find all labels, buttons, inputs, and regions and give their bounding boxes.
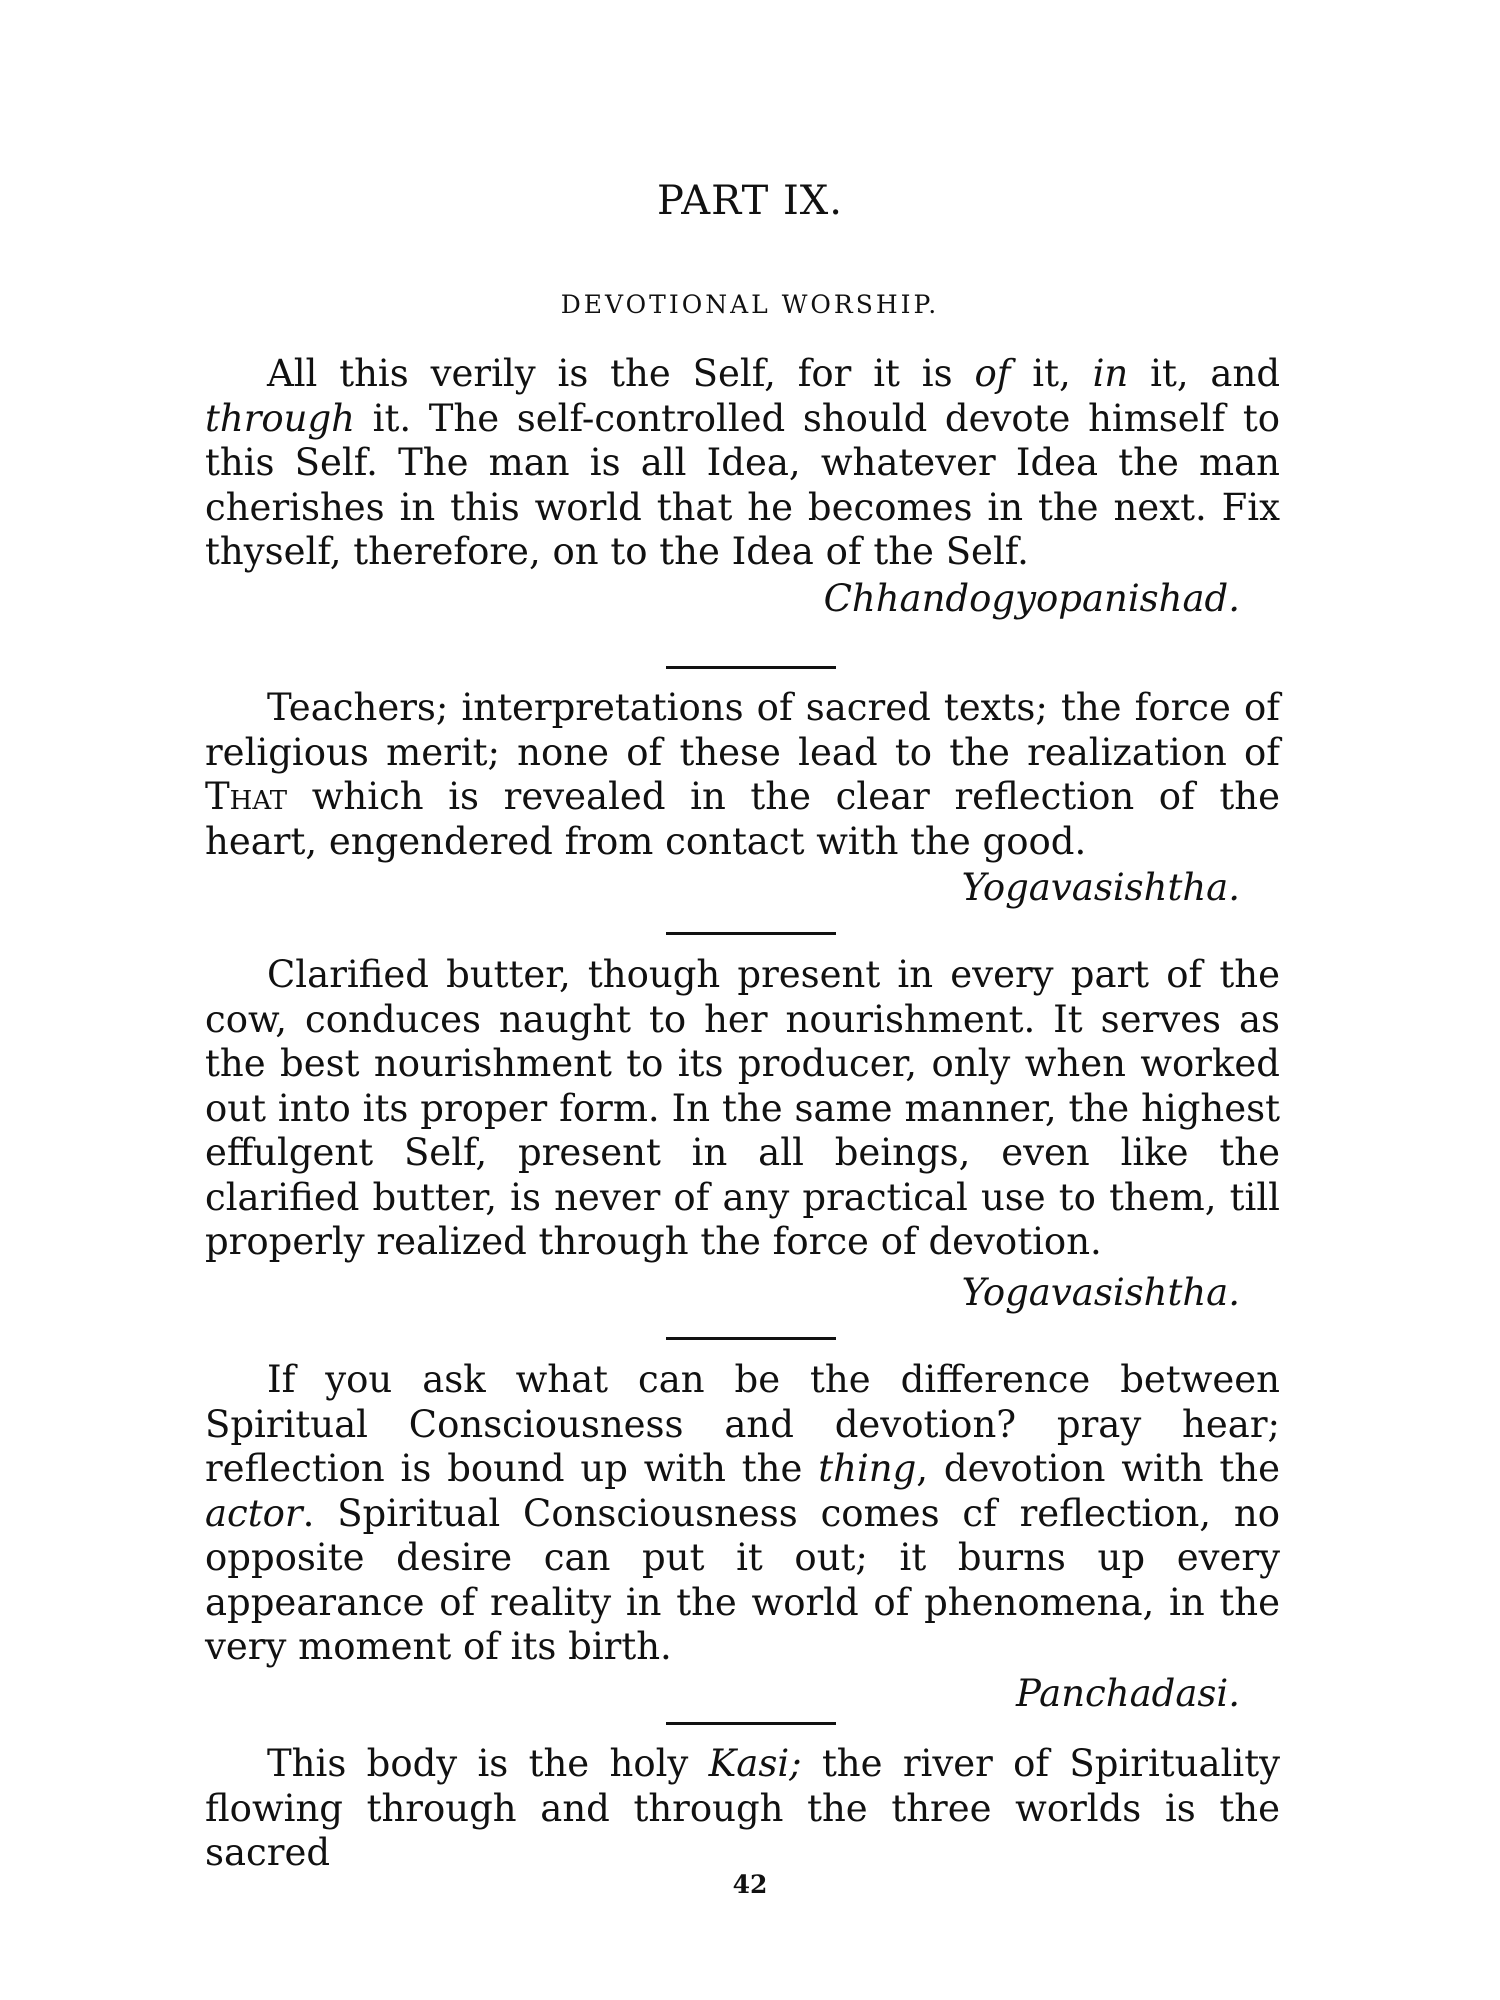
passage-3-attribution: Yogavasishtha.: [961, 1270, 1240, 1314]
passage-4: [205, 1358, 1280, 1716]
part-title: PART IX.: [657, 178, 843, 224]
passage-1-text: All this verily is the Self, for it is of it, in it, and through it. The self-controlled should devote himself to this Self. The man is all Idea, whatever Idea the man cherishes in this world that he becomes in the next. Fix thyself, therefore, on to the Idea of the Self.: [205, 352, 1281, 573]
passage-4-text: If you ask what can be the difference between Spiritual Consciousness and devotion? pray hear; reflection is bound up with the thing, devotion with the actor. Spiritual Consciousness comes cf reflection, no opposite desire can put it out; it burns up every appearance of reality in the world of phenomena, in the very moment of its birth.: [205, 1358, 1280, 1668]
section-divider: [666, 932, 836, 935]
passage-2: [205, 686, 1280, 911]
passage-3: [205, 953, 1280, 1315]
passage-2-text: Teachers; interpretations of sacred texts; the force of religious merit; none of these lead to the realization of That which is revealed in the clear reflection of the heart, engendered from contact with the good.: [205, 686, 1280, 863]
passage-1: [205, 352, 1280, 621]
section-subtitle: DEVOTIONAL WORSHIP.: [560, 290, 940, 319]
passage-3-text: Clarified butter, though present in every part of the cow, conduces naught to her nourishment. It serves as the best nourishment to its producer, only when worked out into its proper form. In the same manner, the highest effulgent Self, present in all beings, even like the clarified butter, is never of any practical use to them, till properly realized through the force of devotion.: [205, 953, 1280, 1263]
passage-5-text: This body is the holy Kasi; the river of Spirituality flowing through and through the three worlds is the sacred: [205, 1742, 1280, 1874]
section-divider: [666, 666, 836, 669]
passage-5: [205, 1742, 1280, 1876]
passage-2-attribution: Yogavasishtha.: [961, 866, 1240, 909]
page-number: 42: [732, 1870, 768, 1899]
section-divider: [666, 1722, 836, 1725]
passage-4-attribution: Panchadasi.: [1015, 1671, 1240, 1715]
passage-1-attribution: Chhandogyopanishad.: [823, 576, 1240, 620]
section-divider: [666, 1337, 836, 1340]
